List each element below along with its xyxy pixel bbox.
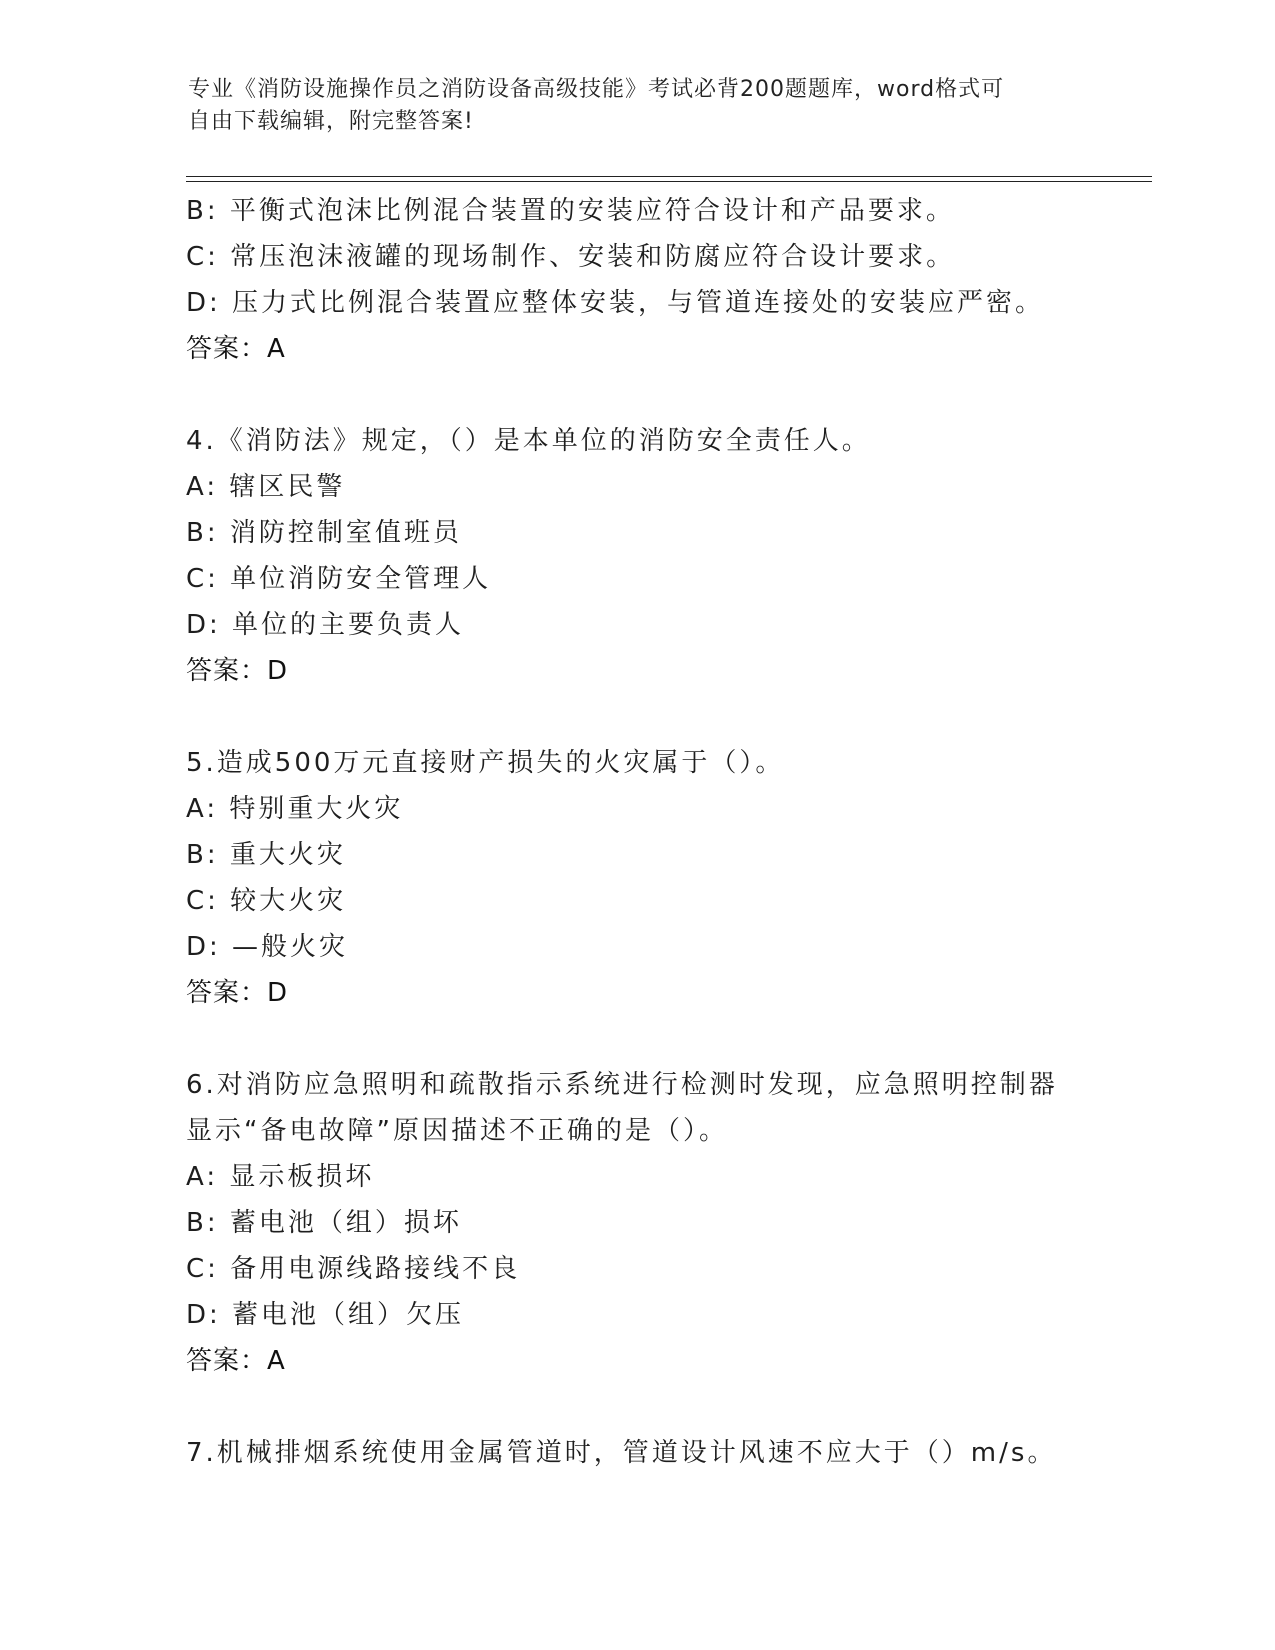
- document-header: [188, 74, 1088, 138]
- header-divider-bottom: [186, 181, 1152, 182]
- option-d: D: 压力式比例混合装置应整体安装，与管道连接处的安装应严密。: [186, 288, 1045, 318]
- question-stem: 7.机械排烟系统使用金属管道时，管道设计风速不应大于（）m/s。: [186, 1438, 1057, 1468]
- option-a: A: 特别重大火灾: [186, 794, 404, 824]
- header-divider-top: [186, 176, 1152, 177]
- answer: 答案：A: [186, 1346, 286, 1376]
- header-line-1: 专业《消防设施操作员之消防设备高级技能》考试必背200题题库，word格式可: [188, 77, 1005, 102]
- answer: 答案：D: [186, 978, 289, 1008]
- option-c: C: 常压泡沫液罐的现场制作、安装和防腐应符合设计要求。: [186, 242, 956, 272]
- spacer: [186, 1384, 1086, 1430]
- option-b: B: 蓄电池（组）损坏: [186, 1208, 462, 1238]
- question-stem: 4.《消防法》规定，（）是本单位的消防安全责任人。: [186, 426, 871, 456]
- option-d: D: —般火灾: [186, 932, 349, 962]
- question-stem: 5.造成500万元直接财产损失的火灾属于（）。: [186, 748, 785, 778]
- question-3-continued: [186, 188, 1086, 372]
- spacer: [186, 372, 1086, 418]
- question-5: [186, 740, 1086, 1016]
- option-a: A: 显示板损坏: [186, 1162, 375, 1192]
- option-b: B: 重大火灾: [186, 840, 346, 870]
- option-a: A: 辖区民警: [186, 472, 346, 502]
- question-stem-line-2: 显示“备电故障”原因描述不正确的是（）。: [186, 1116, 728, 1146]
- option-c: C: 备用电源线路接线不良: [186, 1254, 521, 1284]
- question-4: [186, 418, 1086, 694]
- question-6: [186, 1062, 1086, 1384]
- option-c: C: 单位消防安全管理人: [186, 564, 492, 594]
- option-d: D: 蓄电池（组）欠压: [186, 1300, 465, 1330]
- option-d: D: 单位的主要负责人: [186, 610, 465, 640]
- option-c: C: 较大火灾: [186, 886, 347, 916]
- spacer: [186, 1016, 1086, 1062]
- answer: 答案：A: [186, 334, 286, 364]
- question-stem-line-1: 6.对消防应急照明和疏散指示系统进行检测时发现，应急照明控制器: [186, 1070, 1058, 1100]
- option-b: B: 消防控制室值班员: [186, 518, 462, 548]
- header-line-2: 自由下载编辑，附完整答案!: [188, 109, 474, 134]
- question-7: [186, 1430, 1086, 1476]
- option-b: B: 平衡式泡沫比例混合装置的安装应符合设计和产品要求。: [186, 196, 955, 226]
- spacer: [186, 694, 1086, 740]
- answer: 答案：D: [186, 656, 289, 686]
- question-list: [186, 188, 1086, 1476]
